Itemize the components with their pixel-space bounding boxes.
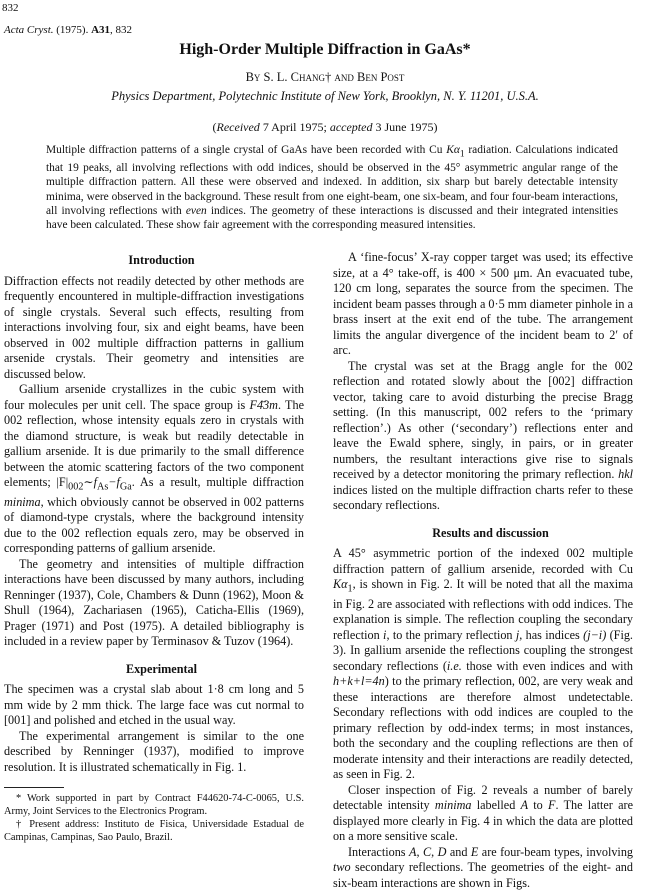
- results-para-3: [333, 845, 633, 891]
- res-p2-F: F: [548, 798, 556, 813]
- hkl-word: hkl: [618, 467, 633, 481]
- journal-volume: A31: [91, 24, 111, 36]
- res-p3-E: E: [470, 844, 479, 859]
- abstract-text-2: radiation. Calculations indicated that 19 peaks, all involving reflections with odd indices, should be observed in the 45° asymmetric angular range of the multiple diffraction pattern. All these were observed and indexed. In addition, six sharp but barely detectable intensity minima, were observed in the background. These result from one eight-beam, one six-beam, and four four-beam interactions, all involving reflections with: [46, 144, 618, 217]
- footnotes: [4, 792, 304, 844]
- experimental-heading: Experimental: [125, 661, 198, 676]
- right-para-2: [333, 359, 633, 514]
- abstract-kalpha: Kα: [446, 144, 460, 156]
- space-group: F4̄3m: [249, 397, 278, 412]
- intro-p2-f: , which obviously cannot be observed in 002 patterns of diamond-type crystals, where the background intensity due to the 002 reflection equals zero, may be observed in corresponding patterns of gallium arsenide.: [4, 494, 304, 556]
- res-p2-c: . The latter are displayed more clearly in Fig. 4 in which the data are plotted on a more sensitive scale.: [333, 798, 633, 844]
- res-p1-d: , has indices: [519, 627, 584, 642]
- minima-word: minima: [4, 494, 41, 509]
- by-word: By: [245, 70, 261, 84]
- author-line: [0, 70, 650, 85]
- sub-002: 002: [68, 481, 84, 493]
- received-line: [0, 120, 650, 135]
- sub-as: As: [97, 481, 109, 493]
- author-1: S. L. Chang†: [263, 70, 332, 84]
- footnote-rule: [4, 787, 64, 788]
- res-p3-two: two: [333, 860, 351, 875]
- intro-para-3: The geometry and intensities of multiple diffraction interactions have been discussed by many authors, including Renninger (1937), Cole, Chambers & Dunn (1962), Moon & Shull (1964), Zachariasen (1965), Caticha-Ellis (1969), Prager (1971) and Post (1975). A detailed bibliography is included in a review paper by Terminasov & Tuzov (1964).: [4, 556, 304, 649]
- exp-para-1: The specimen was a crystal slab about 1·8 cm long and 5 mm wide by 2 mm thick. The large face was cut normal to [001] and polished and etched in the usual way.: [4, 682, 304, 728]
- res-p3-comma2: ,: [431, 844, 438, 859]
- res-p2-A: A: [520, 798, 529, 813]
- journal-citation: Acta Cryst. (1975). A31, 832: [4, 24, 133, 36]
- res-p1-e: (Fig. 3). In gallium arsenide the reflections coupling the strongest secondary reflections (: [333, 627, 633, 673]
- res-p3-b: are four-beam types, involving: [478, 844, 634, 859]
- intro-para-2: [4, 382, 304, 557]
- res-p3-c: secondary reflections. The geometries of the eight- and six-beam interactions are shown in Figs.: [333, 860, 633, 890]
- right-p2-text: The crystal was set at the Bragg angle for the 002 reflection and rotated slowly about the [002] diffraction vector, taking care to avoid disturbing the precise Bragg setting. (In this manuscript, 002 refers to the ‘primary reflection’.) As other (‘secondary’) reflections enter and leave the Ewald sphere, singly, in pairs, or in greater numbers, the resultant interactions give rise to signals received by a detector monitoring the primary reflection.: [333, 358, 633, 481]
- res-p2-b: labelled: [471, 798, 521, 813]
- res-p3-and: and: [446, 844, 471, 859]
- accepted-date: 3 June 1975: [375, 120, 434, 134]
- res-p2-a: Closer inspection of Fig. 2 reveals a number of barely detectable intensity: [333, 782, 633, 813]
- res-p3-C: C: [422, 844, 432, 859]
- res-hkl4n: h+k+l=4n: [333, 674, 385, 689]
- res-p1-kalpha-sub: 1: [347, 583, 353, 595]
- exp-para-2: The experimental arrangement is similar to the one described by Renninger (1937), modified to improve resolution. It is illustrated schematically in Fig. 1.: [4, 728, 304, 774]
- intro-p2-d: −f: [108, 475, 120, 489]
- right-column: [333, 250, 633, 891]
- abstract: [46, 143, 618, 232]
- right-p2-end: indices listed on the multiple diffraction charts refer to these secondary reflections.: [333, 482, 633, 512]
- res-p3-D: D: [437, 844, 447, 859]
- res-p3-comma1: ,: [416, 844, 423, 859]
- received-label: Received: [216, 120, 260, 134]
- res-i: i: [383, 627, 387, 642]
- res-p1-g: ) to the primary reflection, 002, are very weak and these interactions are therefore almost undetectable. Secondary reflections with odd indices are coupled to the primary reflection by odd-index terms; in most instances, both the secondary and the coupling reflections are then of moderate intensity and their interactions are readily detected, as seen in Fig. 2.: [333, 674, 633, 782]
- abstract-text-3: indices. The geometry of these interactions is discussed and their integrated intensities have been calculated. These show fair agreement with the corresponding measured intensities.: [46, 204, 618, 231]
- article-title: High-Order Multiple Diffraction in GaAs*: [179, 41, 471, 58]
- res-j: j: [515, 627, 520, 642]
- affiliation: Physics Department, Polytechnic Institute of New York, Brooklyn, N. Y. 11201, U.S.A.: [111, 89, 539, 103]
- intro-p2-a: Gallium arsenide crystallizes in the cubic system with four molecules per unit cell. The space group is: [4, 382, 304, 412]
- journal-year: (1975).: [56, 24, 89, 36]
- res-ie: i.e.: [446, 658, 462, 673]
- footnote-2: † Present address: Instituto de Fisica, Universidade Estadual de Campinas, Campinas, Sao Paulo, Brazil.: [4, 819, 304, 843]
- and-word: and: [334, 70, 354, 84]
- res-p3-a: Interactions: [348, 844, 409, 859]
- res-p1-b: , is shown in Fig. 2. It will be noted that all the maxima in Fig. 2 are associated with reflections with odd indices. The explanation is simple. The reflection coupling the secondary reflection: [333, 577, 633, 642]
- footnote-1: * Work supported in part by Contract F44620-74-C-0065, U.S. Army, Joint Services to the Electronics Program.: [4, 793, 304, 817]
- res-p1-kalpha: Kα: [333, 577, 348, 591]
- accepted-label: accepted: [329, 120, 373, 134]
- res-p2-to: to: [528, 798, 549, 813]
- journal-page: 832: [115, 24, 133, 36]
- abstract-even: even: [185, 204, 207, 217]
- sub-ga: Ga: [119, 481, 132, 493]
- journal-name: Acta Cryst.: [4, 24, 54, 36]
- intro-para-1: Diffraction effects not readily detected by other methods are frequently encountered in multiple-diffraction investigations of single crystals. Several such effects, resulting from interactions involving four, six and eight beams, have been observed in 002 multiple diffraction patterns in gallium arsenide crystals. Their geometry and intensities are discussed below.: [4, 273, 304, 381]
- received-date: 7 April 1975;: [262, 120, 327, 134]
- intro-p2-c: ∼f: [83, 475, 97, 489]
- res-p1-f: those with even indices and with: [461, 658, 633, 673]
- res-jmi: (j−i): [583, 627, 607, 642]
- introduction-heading: Introduction: [128, 253, 195, 267]
- res-p2-minima: minima: [434, 798, 472, 813]
- res-p3-A: A: [408, 844, 417, 859]
- results-para-1: [333, 546, 633, 783]
- page-number: 832: [2, 2, 19, 14]
- right-para-1: A ‘fine-focus’ X-ray copper target was used; its effective size, at a 4° take-off, is 400 × 500 μm. An evacuated tube, 120 cm long, separates the source from the specimen. The incident beam passes through a 0·5 mm diameter pinhole in a brass insert at the exit end of the tube. The arrangement limits the angular divergence of the incident beam to 2′ of arc.: [333, 250, 633, 357]
- received-open: (: [212, 120, 217, 134]
- intro-p2-e: . As a result, multiple diffraction: [131, 475, 304, 489]
- res-p1-a: A 45° asymmetric portion of the indexed 002 multiple diffraction pattern of gallium arsenide, recorded with Cu: [333, 546, 633, 576]
- abstract-kalpha-sub: 1: [459, 149, 465, 160]
- intro-p2-b: . The 002 reflection, whose intensity equals zero in crystals with the diamond structure, is weak but readily detectable in gallium arsenide. It is due primarily to the small difference between the atomic scattering factors of the two component elements; |F|: [4, 397, 304, 489]
- received-close: ): [433, 120, 438, 134]
- results-heading: Results and discussion: [432, 525, 549, 540]
- left-column: [4, 253, 304, 775]
- author-2: Ben Post: [356, 70, 405, 84]
- abstract-text-1: Multiple diffraction patterns of a single crystal of GaAs have been recorded with Cu: [46, 144, 447, 156]
- res-p1-c: , to the primary reflection: [386, 627, 516, 642]
- results-para-2: [333, 783, 633, 845]
